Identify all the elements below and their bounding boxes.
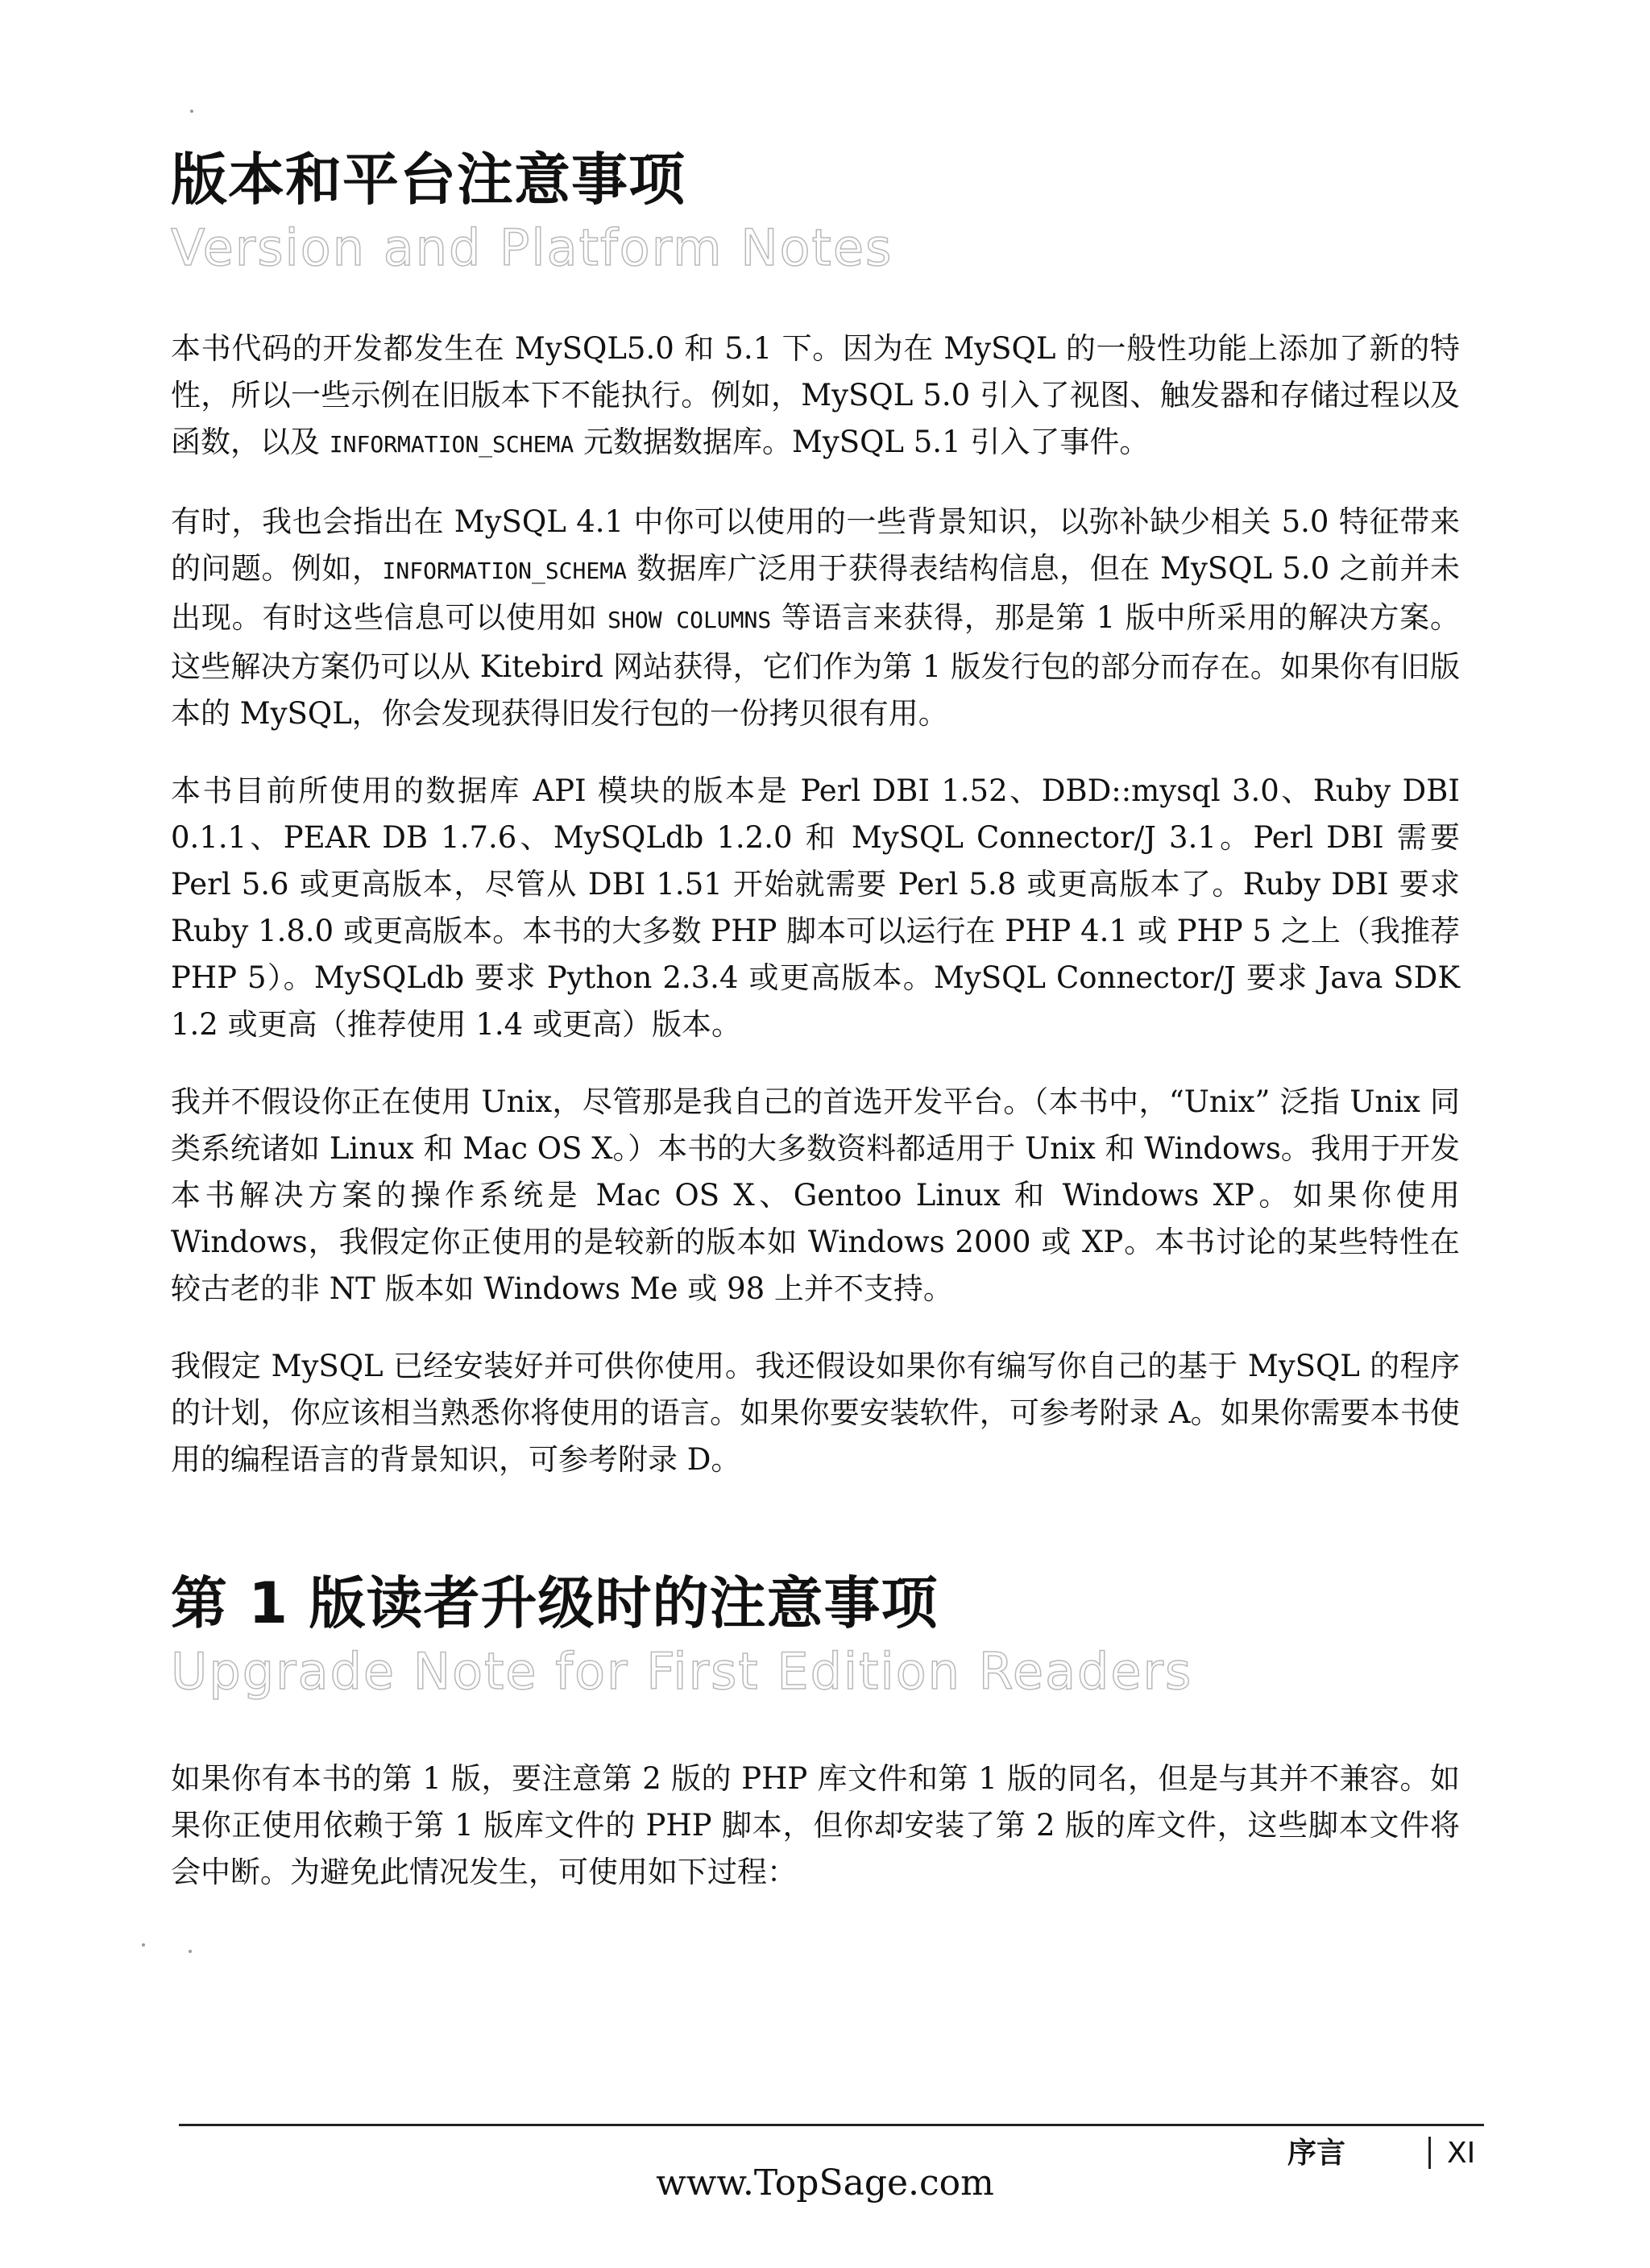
paragraph-mysql-versions: 本书代码的开发都发生在 MySQL5.0 和 5.1 下。因为在 MySQL 的一般性功能上添加了新的特性，所以一些示例在旧版本下不能执行。例如，MySQL 5.0 引入了视图、触发器和存储过程以及函数，以及 INFORMATION_SCHEMA 元数据数据库。MySQL 5.1 引入了事件。 (171, 331, 1460, 459)
scan-speck (142, 1943, 145, 1947)
section-subheading: Upgrade Note for First Edition Readers (171, 1642, 1193, 1701)
paragraph-mysql41-notes: 有时，我也会指出在 MySQL 4.1 中你可以使用的一些背景知识，以弥补缺少相关 5.0 特征带来的问题。例如，INFORMATION_SCHEMA 数据库广泛用于获得表结构信息，但在 MySQL 5.0 之前并未出现。有时这些信息可以使用如 SHOW COLUMNS 等语言来获得，那是第 1 版中所采用的解决方案。这些解决方案仍可以从 Kitebird 网站获得，它们作为第 1 版发行包的部分而存在。如果你有旧版本的 MySQL，你会发现获得旧发行包的一份拷贝很有用。 (171, 504, 1461, 731)
paragraph-assumptions: 我假定 MySQL 已经安装好并可供你使用。我还假设如果你有编写你自己的基于 MySQL 的程序的计划，你应该相当熟悉你将使用的语言。如果你要安装软件，可参考附录 A。如果你需要本书使用的编程语言的背景知识，可参考附录 D。 (171, 1349, 1460, 1477)
section-body (171, 325, 1460, 1483)
section-subheading: Version and Platform Notes (171, 218, 893, 277)
scan-speck (189, 1950, 192, 1953)
footer-chapter-label: 序言 (1287, 2137, 1346, 2170)
scan-speck (190, 110, 193, 113)
footer-rule (179, 2124, 1484, 2126)
paragraph-upgrade: 如果你有本书的第 1 版，要注意第 2 版的 PHP 库文件和第 1 版的同名，但是与其并不兼容。如果你正使用依赖于第 1 版库文件的 PHP 脚本，但你却安装了第 2 版的库文件，这些脚本文件将会中断。为避免此情况发生，可使用如下过程： (171, 1761, 1460, 1889)
section-upgrade-notes (171, 1567, 1460, 1896)
section-heading: 版本和平台注意事项 (171, 147, 686, 213)
site-watermark: www.TopSage.com (656, 2162, 994, 2204)
code-term: SHOW COLUMNS (607, 607, 772, 633)
code-term: INFORMATION_SCHEMA (382, 558, 627, 584)
footer-page-number: XI (1447, 2137, 1476, 2170)
code-term: INFORMATION_SCHEMA (329, 431, 574, 458)
paragraph-api-modules: 本书目前所使用的数据库 API 模块的版本是 Perl DBI 1.52、DBD::mysql 3.0、Ruby DBI 0.1.1、PEAR DB 1.7.6、MySQLdb 1.2.0 和 MySQL Connector/J 3.1。Perl DBI 需要 Perl 5.6 或更高版本，尽管从 DBI 1.51 开始就需要 Perl 5.8 或更高版本了。Ruby DBI 要求 Ruby 1.8.0 或更高版本。本书的大多数 PHP 脚本可以运行在 PHP 4.1 或 PHP 5 之上（我推荐 PHP 5）。MySQLdb 要求 Python 2.3.4 或更高版本。MySQL Connector/J 要求 Java SDK 1.2 或更高（推荐使用 1.4 或更高）版本。 (171, 773, 1460, 1042)
section-version-notes (171, 143, 1460, 1483)
section-heading: 第 1 版读者升级时的注意事项 (171, 1570, 939, 1636)
section-body (171, 1756, 1460, 1896)
paragraph-platforms: 我并不假设你正在使用 Unix，尽管那是我自己的首选开发平台。（本书中，“Unix” 泛指 Unix 同类系统诸如 Linux 和 Mac OS X。）本书的大多数资料都适用于 Unix 和 Windows。我用于开发本书解决方案的操作系统是 Mac OS X、Gentoo Linux 和 Windows XP。如果你使用 Windows，我假定你正使用的是较新的版本如 Windows 2000 或 XP。本书讨论的某些特性在较古老的非 NT 版本如 Windows Me 或 98 上并不支持。 (171, 1084, 1460, 1306)
